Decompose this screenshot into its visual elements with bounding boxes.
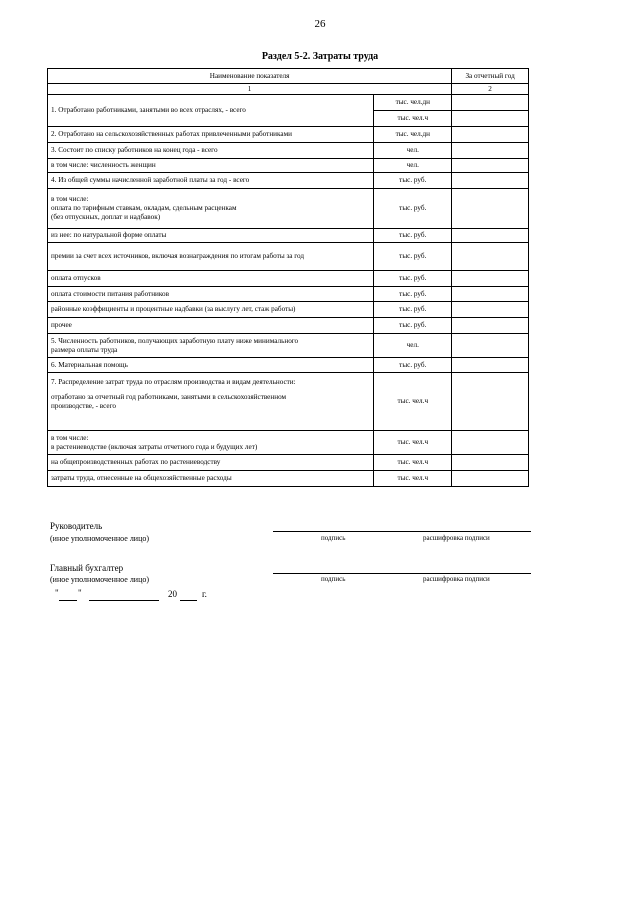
row-5-value-cell[interactable] — [452, 334, 529, 358]
row-6-name: 6. Материальная помощь — [48, 358, 374, 373]
labor-costs-table — [47, 68, 529, 487]
table-row — [48, 271, 529, 287]
row-4b-name: из нее: по натуральной форме оплаты — [48, 229, 374, 243]
table-row — [48, 173, 529, 189]
row-3-unit: чел. — [374, 143, 452, 159]
row-4c-value-cell[interactable] — [452, 243, 529, 271]
row-7b-unit: тыс. чел.ч — [374, 455, 452, 471]
table-row — [48, 229, 529, 243]
table-row — [48, 287, 529, 302]
row-4e-name: оплата стоимости питания работников — [48, 287, 374, 302]
row-4d-value-cell[interactable] — [452, 271, 529, 287]
row-4f-value-cell[interactable] — [452, 302, 529, 318]
row-7-line-1: 7. Распределение затрат труда по отраслям производства и видам деятельности: — [51, 378, 296, 386]
row-3a-value-cell[interactable] — [452, 159, 529, 173]
row-2-name: 2. Отработано на сельскохозяйственных работах привлеченными работниками — [48, 127, 374, 143]
row-5-unit: чел. — [374, 334, 452, 358]
row-6-value-cell[interactable] — [452, 358, 529, 373]
row-4a-line-3: (без отпускных, доплат и надбавок) — [51, 213, 161, 221]
table-row — [48, 95, 529, 111]
column-numbers-row — [48, 84, 529, 95]
column-number-1: 1 — [48, 84, 452, 95]
row-3a-unit: чел. — [374, 159, 452, 173]
accountant-signature-line[interactable] — [273, 573, 531, 574]
row-1-unit-a: тыс. чел.дн — [374, 95, 452, 111]
table-row — [48, 189, 529, 229]
head-subtitle: (иное уполномоченное лицо) — [50, 534, 150, 543]
row-3a-name: в том числе: численность женщин — [48, 159, 374, 173]
row-7-line-2: отработано за отчетный год работниками, занятыми в сельскохозяйственном — [51, 393, 287, 401]
row-7c-unit: тыс. чел.ч — [374, 471, 452, 487]
row-7c-name: затраты труда, отнесенные на общехозяйственные расходы — [48, 471, 374, 487]
date-day-blank[interactable] — [59, 600, 77, 601]
row-4a-name — [48, 189, 374, 229]
table-row — [48, 159, 529, 173]
row-6-unit: тыс. руб. — [374, 358, 452, 373]
table-row — [48, 471, 529, 487]
head-signature-line[interactable] — [273, 531, 531, 532]
row-4c-name: премии за счет всех источников, включая вознаграждения по итогам работы за год — [48, 243, 374, 271]
row-1a-value-cell[interactable] — [452, 95, 529, 111]
row-7b-value-cell[interactable] — [452, 455, 529, 471]
row-4f-name: районные коэффициенты и процентные надбавки (за выслугу лет, стаж работы) — [48, 302, 374, 318]
row-7-name — [48, 373, 374, 431]
table-row — [48, 334, 529, 358]
table-row — [48, 127, 529, 143]
row-2-value-cell[interactable] — [452, 127, 529, 143]
table-row — [48, 243, 529, 271]
row-7b-name: на общепроизводственных работах по растениеводству — [48, 455, 374, 471]
row-4c-unit: тыс. руб. — [374, 243, 452, 271]
row-4g-unit: тыс. руб. — [374, 318, 452, 334]
row-4g-name: прочее — [48, 318, 374, 334]
header-reporting-year: За отчетный год — [452, 69, 529, 84]
row-4d-name: оплата отпусков — [48, 271, 374, 287]
row-7a-name — [48, 431, 374, 455]
row-4e-value-cell[interactable] — [452, 287, 529, 302]
date-month-blank[interactable] — [89, 600, 159, 601]
head-title: Руководитель — [50, 521, 103, 531]
row-7-value-cell[interactable] — [452, 373, 529, 431]
row-2-unit: тыс. чел.дн — [374, 127, 452, 143]
table-row — [48, 302, 529, 318]
row-7a-unit: тыс. чел.ч — [374, 431, 452, 455]
table-row — [48, 358, 529, 373]
row-7a-line-2: в растениеводстве (включая затраты отчетного года и будущих лет) — [51, 442, 258, 451]
page-number: 26 — [314, 18, 326, 30]
row-4-name: 4. Из общей суммы начисленной заработной платы за год - всего — [48, 173, 374, 189]
table-row — [48, 373, 529, 431]
row-4-unit: тыс. руб. — [374, 173, 452, 189]
row-3-value-cell[interactable] — [452, 143, 529, 159]
table-row — [48, 143, 529, 159]
row-4a-line-1: в том числе: — [51, 195, 89, 203]
table-row — [48, 318, 529, 334]
table-row — [48, 455, 529, 471]
row-4a-line-2: оплата по тарифным ставкам, окладам, сдельным расценкам — [51, 204, 237, 212]
row-4d-unit: тыс. руб. — [374, 271, 452, 287]
row-5-name — [48, 334, 374, 358]
row-7-line-3: производстве, - всего — [51, 402, 116, 410]
row-4-value-cell[interactable] — [452, 173, 529, 189]
date-year-suffix: г. — [202, 589, 207, 599]
date-year-prefix: 20 — [168, 589, 177, 599]
head-decode-caption: расшифровка подписи — [423, 534, 490, 542]
header-indicator-name: Наименование показателя — [48, 69, 452, 84]
row-4b-value-cell[interactable] — [452, 229, 529, 243]
row-7-unit: тыс. чел.ч — [374, 373, 452, 431]
accountant-decode-caption: расшифровка подписи — [423, 575, 490, 583]
row-5-line-2: размера оплаты труда — [51, 345, 118, 354]
date-close-quote: " — [78, 588, 82, 598]
row-4e-unit: тыс. руб. — [374, 287, 452, 302]
row-7c-value-cell[interactable] — [452, 471, 529, 487]
row-7a-value-cell[interactable] — [452, 431, 529, 455]
row-5-line-1: 5. Численность работников, получающих заработную плату ниже минимального — [51, 336, 299, 345]
table-header-row — [48, 69, 529, 84]
row-4a-value-cell[interactable] — [452, 189, 529, 229]
section-title: Раздел 5-2. Затраты труда — [261, 51, 379, 62]
row-7a-line-1: в том числе: — [51, 433, 89, 442]
row-4f-unit: тыс. руб. — [374, 302, 452, 318]
date-year-blank[interactable] — [180, 600, 197, 601]
row-1-name: 1. Отработано работниками, занятыми во всех отраслях, - всего — [48, 95, 374, 127]
accountant-subtitle: (иное уполномоченное лицо) — [50, 575, 150, 584]
date-open-quote: " — [55, 588, 59, 598]
row-4a-unit: тыс. руб. — [374, 189, 452, 229]
row-1-unit-b: тыс. чел.ч — [374, 111, 452, 127]
table-row — [48, 431, 529, 455]
accountant-signature-caption: подпись — [321, 575, 346, 583]
accountant-title: Главный бухгалтер — [50, 563, 124, 573]
column-number-2: 2 — [452, 84, 529, 95]
row-4g-value-cell[interactable] — [452, 318, 529, 334]
row-1b-value-cell[interactable] — [452, 111, 529, 127]
row-3-name: 3. Состоит по списку работников на конец года - всего — [48, 143, 374, 159]
head-signature-caption: подпись — [321, 534, 346, 542]
row-4b-unit: тыс. руб. — [374, 229, 452, 243]
